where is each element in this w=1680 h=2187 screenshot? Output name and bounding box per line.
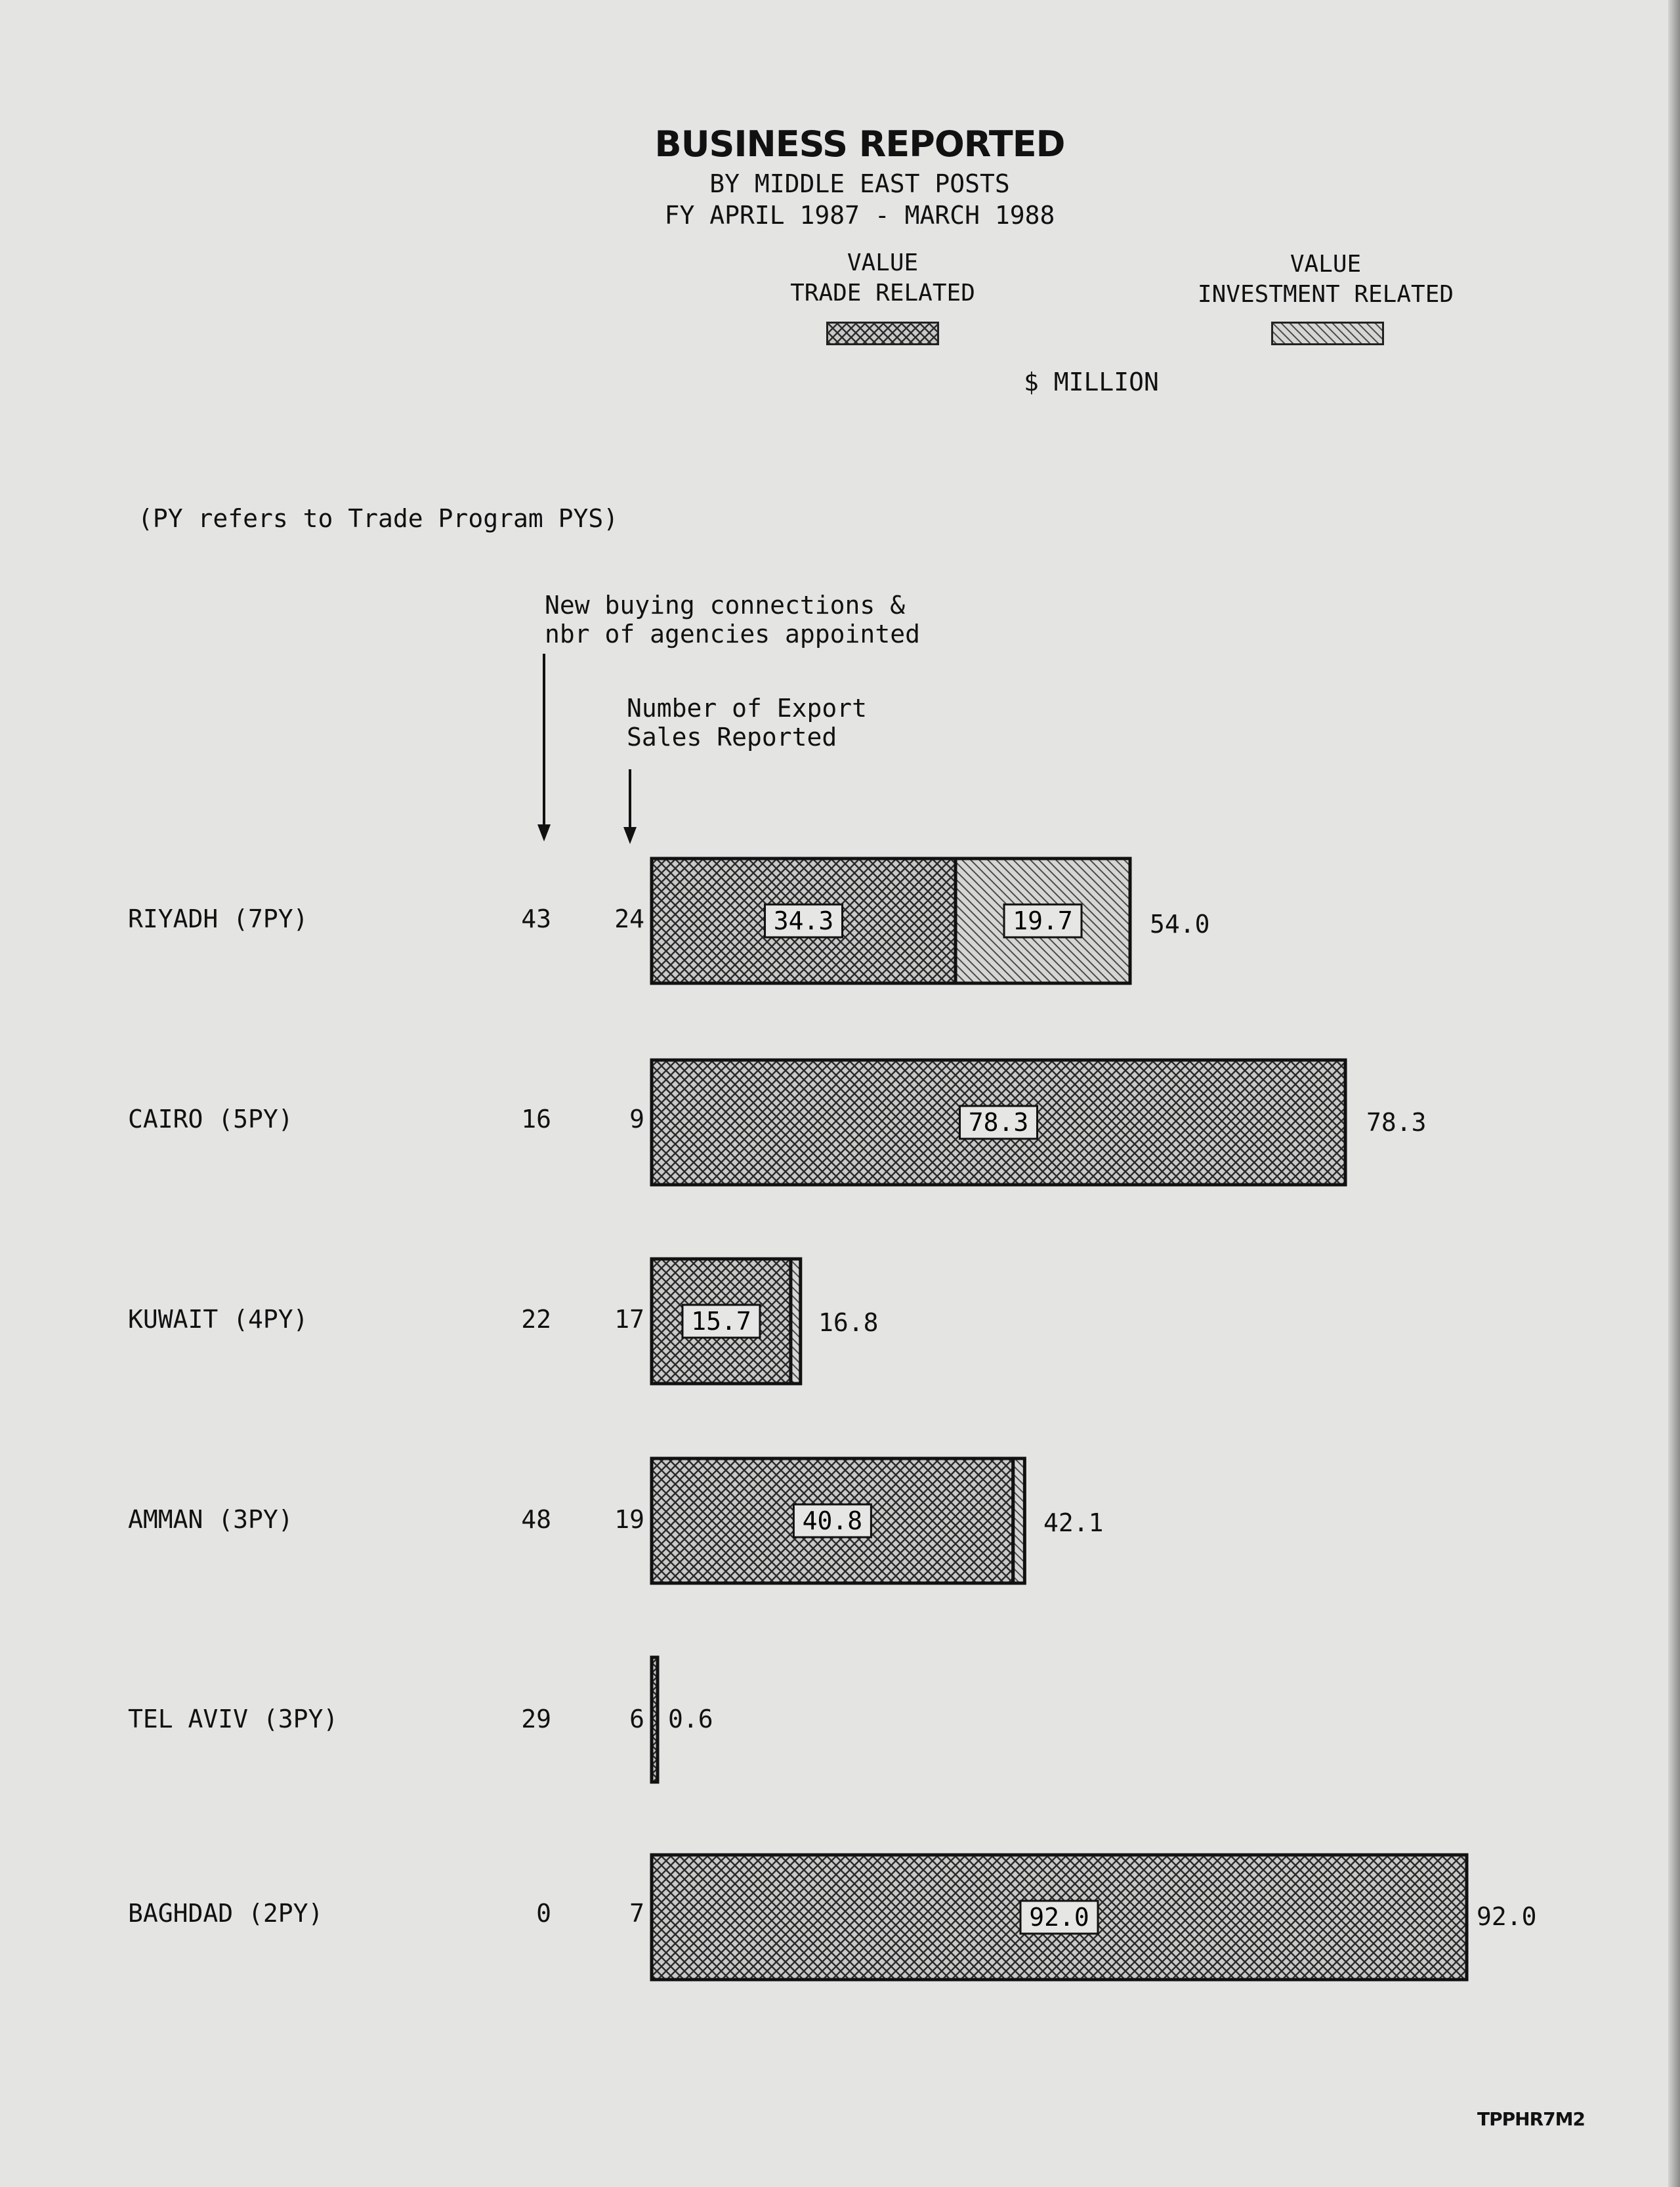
row-label-kuwait: KUWAIT (4PY) (128, 1305, 308, 1334)
connections-value-amman: 48 (521, 1505, 551, 1534)
segment-label-trade-baghdad: 92.0 (1029, 1903, 1089, 1932)
total-value-kuwait: 16.8 (818, 1308, 879, 1337)
chart-subtitle-line-1: BY MIDDLE EAST POSTS (709, 169, 1010, 198)
unit-label: $ MILLION (1024, 368, 1159, 396)
segment-label-trade-amman: 40.8 (802, 1506, 863, 1535)
chart-title: BUSINESS REPORTED (654, 123, 1065, 165)
total-value-cairo: 78.3 (1366, 1108, 1427, 1137)
export-header-line-2: Sales Reported (627, 723, 837, 752)
legend-investment-line-1: VALUE (1290, 251, 1362, 278)
segment-label-trade-riyadh: 34.3 (773, 906, 834, 935)
export-header-line-1: Number of Export (627, 694, 868, 723)
bar-investment-kuwait (791, 1259, 801, 1384)
connections-value-tel-aviv: 29 (521, 1705, 551, 1733)
connections-value-riyadh: 43 (521, 904, 551, 933)
export-sales-value-kuwait: 17 (614, 1305, 644, 1334)
export-sales-value-cairo: 9 (629, 1105, 644, 1134)
segment-label-trade-kuwait: 15.7 (691, 1307, 751, 1336)
connections-header-line-1: New buying connections & (545, 591, 906, 620)
chart-subtitle-line-2: FY APRIL 1987 - MARCH 1988 (664, 201, 1055, 230)
row-label-riyadh: RIYADH (7PY) (128, 904, 308, 933)
connections-value-baghdad: 0 (536, 1899, 551, 1928)
segment-label-investment-riyadh: 19.7 (1013, 906, 1073, 935)
bars-layer (652, 859, 1467, 1980)
export-sales-value-amman: 19 (614, 1505, 644, 1534)
bar-investment-amman (1013, 1458, 1025, 1583)
connections-header-line-2: nbr of agencies appointed (545, 620, 920, 648)
total-value-riyadh: 54.0 (1150, 910, 1210, 939)
legend-investment-line-2: INVESTMENT RELATED (1197, 281, 1454, 308)
legend-trade-line-1: VALUE (847, 249, 919, 276)
total-value-baghdad: 92.0 (1477, 1902, 1537, 1931)
total-value-tel-aviv: 0.6 (668, 1705, 713, 1733)
row-label-cairo: CAIRO (5PY) (128, 1105, 293, 1134)
segment-label-trade-cairo: 78.3 (968, 1108, 1029, 1137)
document-code: TPPHR7M2 (1477, 2108, 1585, 2130)
legend-trade-line-2: TRADE RELATED (790, 280, 975, 307)
connections-value-cairo: 16 (521, 1105, 551, 1134)
total-value-amman: 42.1 (1043, 1508, 1104, 1537)
row-label-baghdad: BAGHDAD (2PY) (128, 1899, 324, 1928)
export-sales-value-baghdad: 7 (629, 1899, 644, 1928)
bar-trade-tel-aviv (652, 1657, 658, 1782)
export-sales-value-tel-aviv: 6 (629, 1705, 644, 1733)
export-sales-value-riyadh: 24 (614, 904, 644, 933)
row-label-amman: AMMAN (3PY) (128, 1505, 293, 1534)
row-label-tel-aviv: TEL AVIV (3PY) (128, 1705, 339, 1733)
py-note: (PY refers to Trade Program PYS) (138, 504, 619, 533)
connections-value-kuwait: 22 (521, 1305, 551, 1334)
